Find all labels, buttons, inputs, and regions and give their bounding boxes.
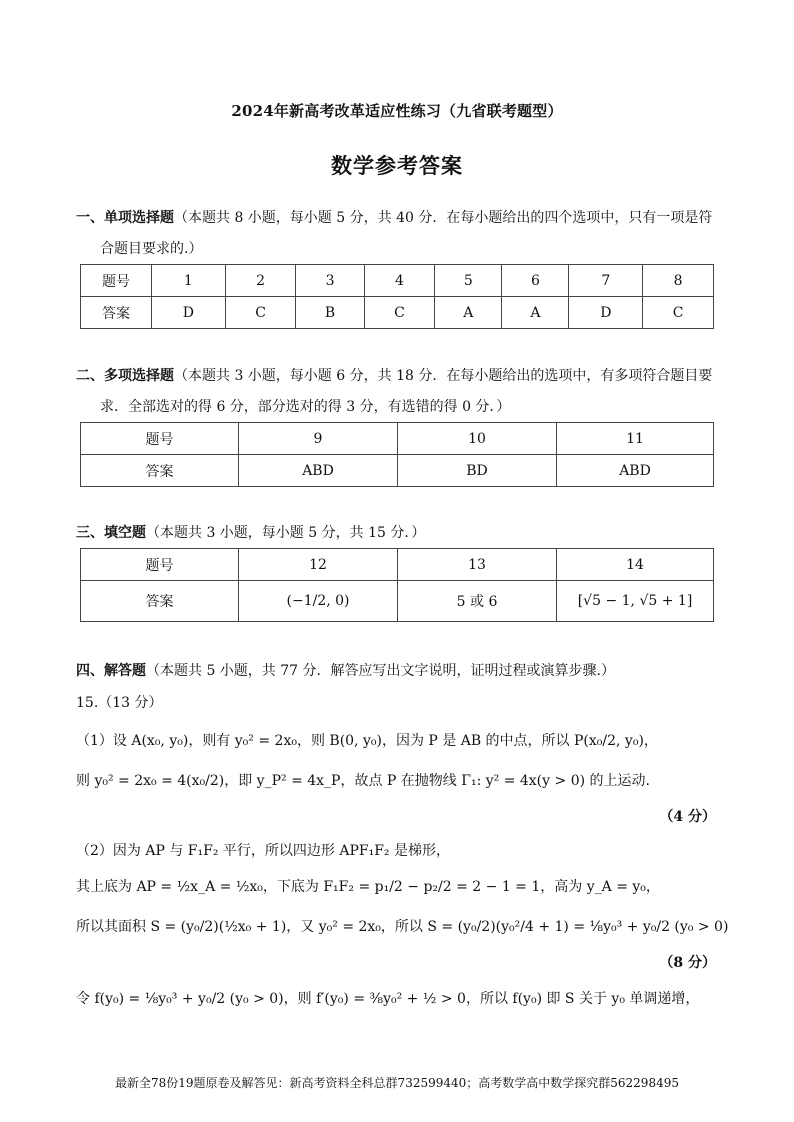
answer-cell: [√5 − 1, √5 + 1] [557, 581, 714, 622]
row-label: 题号 [81, 423, 239, 455]
answer-cell: C [364, 297, 435, 329]
answer-cell: ABD [239, 455, 398, 487]
solution-line: 所以其面积 S = (y₀/2)(½x₀ + 1)，又 y₀² = 2x₀，所以 S = (y₀/2)(y₀²/4 + 1) = ⅛y₀³ + y₀/2 (y₀ > 0) [76, 919, 729, 935]
section-description-cont: 合题目要求的.） [100, 241, 203, 257]
row-label: 答案 [81, 455, 239, 487]
table-row [81, 297, 714, 329]
answer-cell: B [296, 297, 364, 329]
table-row [81, 265, 714, 297]
section-heading: 二、多项选择题 [76, 368, 174, 384]
answer-cell: BD [398, 455, 557, 487]
question-number: 5 [435, 265, 502, 297]
question-number: 13 [398, 549, 557, 581]
question-number: 8 [643, 265, 714, 297]
section-heading: 四、解答题 [76, 663, 146, 679]
question-number: 1 [152, 265, 226, 297]
document-title: 2024年新高考改革适应性练习（九省联考题型） [231, 102, 563, 120]
section-heading: 三、填空题 [76, 525, 146, 541]
document-subtitle: 数学参考答案 [331, 153, 463, 178]
answer-cell: 5 或 6 [398, 581, 557, 622]
question-number: 4 [364, 265, 435, 297]
row-label: 答案 [81, 297, 152, 329]
section-solutions-intro [76, 660, 722, 680]
question-15-label: 15.（13 分） [76, 695, 163, 711]
answer-cell: C [225, 297, 296, 329]
row-label: 答案 [81, 581, 239, 622]
single-choice-answer-table [80, 264, 714, 329]
table-row [81, 455, 714, 487]
question-number: 7 [569, 265, 643, 297]
fill-blank-answer-table [80, 548, 714, 622]
row-label: 题号 [81, 549, 239, 581]
question-number: 10 [398, 423, 557, 455]
table-row [81, 423, 714, 455]
section-multi-choice-intro [76, 361, 722, 423]
question-number: 14 [557, 549, 714, 581]
section-single-choice-intro [76, 203, 722, 265]
question-number: 3 [296, 265, 364, 297]
row-label: 题号 [81, 265, 152, 297]
section-description: （本题共 3 小题，每小题 5 分，共 15 分．） [146, 525, 426, 541]
score-note: （8 分） [659, 955, 716, 971]
question-number: 11 [557, 423, 714, 455]
answer-cell: A [502, 297, 569, 329]
answer-cell: C [643, 297, 714, 329]
solution-line: 则 y₀² = 2x₀ = 4(x₀/2)，即 y_P² = 4x_P，故点 P 在抛物线 Γ₁: y² = 4x(y > 0) 的上运动. [76, 773, 650, 789]
question-number: 12 [239, 549, 398, 581]
answer-cell: D [152, 297, 226, 329]
answer-cell: D [569, 297, 643, 329]
multi-choice-answer-table [80, 422, 714, 487]
score-note: （4 分） [659, 809, 716, 825]
solution-line: 令 f(y₀) = ⅛y₀³ + y₀/2 (y₀ > 0)，则 f′(y₀) = ⅜y₀² + ½ > 0，所以 f(y₀) 即 S 关于 y₀ 单调递增， [76, 991, 700, 1007]
section-fill-blank-intro [76, 518, 722, 549]
question-number: 2 [225, 265, 296, 297]
table-row [81, 549, 714, 581]
section-heading: 一、单项选择题 [76, 210, 174, 226]
section-description-cont: 求．全部选对的得 6 分，部分选对的得 3 分，有选错的得 0 分．） [100, 399, 511, 415]
answer-cell: ABD [557, 455, 714, 487]
section-description: （本题共 8 小题，每小题 5 分，共 40 分．在每小题给出的四个选项中，只有一项是符 [174, 210, 713, 226]
table-row [81, 581, 714, 622]
section-description: （本题共 5 小题，共 77 分．解答应写出文字说明，证明过程或演算步骤.） [146, 663, 615, 679]
solution-line: 其上底为 AP = ½x_A = ½x₀，下底为 F₁F₂ = p₁/2 − p₂/2 = 2 − 1 = 1，高为 y_A = y₀， [76, 879, 660, 895]
footer-note: 最新全78份19题原卷及解答见：新高考资料全科总群732599440；高考数学高中数学探究群562298495 [115, 1076, 679, 1090]
question-number: 6 [502, 265, 569, 297]
section-description: （本题共 3 小题，每小题 6 分，共 18 分．在每小题给出的选项中，有多项符合题目要 [174, 368, 713, 384]
answer-cell: (−1/2, 0) [239, 581, 398, 622]
solution-line: （1）设 A(x₀, y₀)，则有 y₀² = 2x₀，则 B(0, y₀)，因为 P 是 AB 的中点，所以 P(x₀/2, y₀)， [76, 733, 658, 749]
question-number: 9 [239, 423, 398, 455]
solution-line: （2）因为 AP 与 F₁F₂ 平行，所以四边形 APF₁F₂ 是梯形， [76, 843, 450, 859]
answer-cell: A [435, 297, 502, 329]
